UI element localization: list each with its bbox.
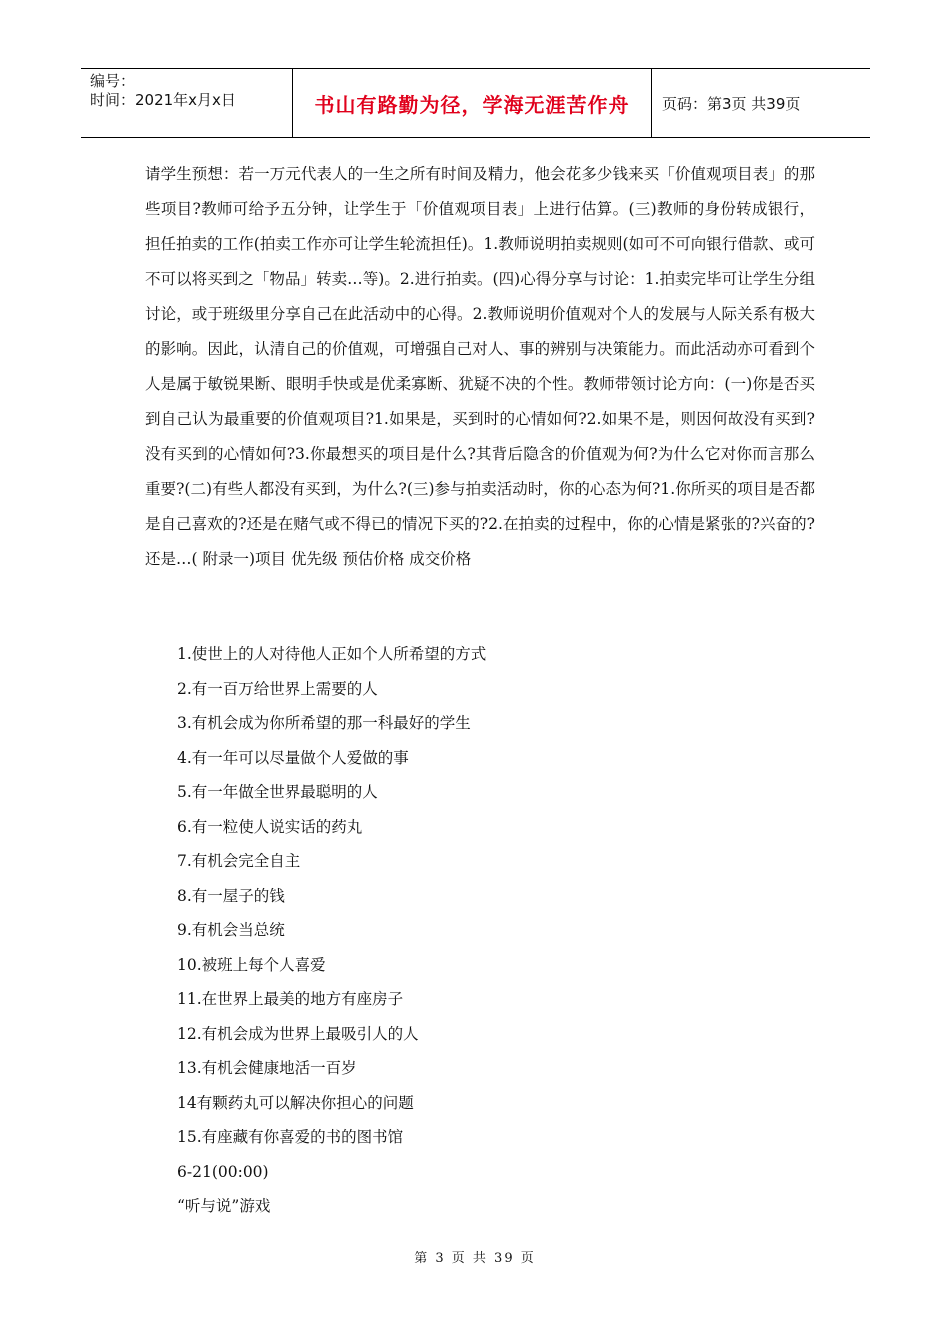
list-item: 11.在世界上最美的地方有座房子 — [177, 990, 404, 1008]
list-item: 6.有一粒使人说实话的药丸 — [177, 817, 363, 836]
document-header — [81, 68, 870, 138]
list-item: 8.有一屋子的钱 — [177, 886, 285, 905]
section-title: “听与说”游戏 — [177, 1197, 271, 1215]
number-label: 编号： — [90, 72, 136, 90]
value-items-list — [177, 637, 817, 1224]
date-label: 时间：2021年x月x日 — [90, 91, 236, 109]
list-item: 9.有机会当总统 — [177, 921, 285, 939]
main-paragraph: 请学生预想：若一万元代表人的一生之所有时间及精力，他会花多少钱来买「价值观项目表」的那些项目?教师可给予五分钟，让学生于「价值观项目表」上进行估算。(三)教师的身份转成银行，担任拍卖的工作(拍卖工作亦可让学生轮流担任)。1.教师说明拍卖规则(如可不可向银行借款、或可不可以将买到之「物品」转卖…等)。2.进行拍卖。(四)心得分享与讨论：1.拍卖完毕可让学生分组讨论，或于班级里分享自己在此活动中的心得。2.教师说明价值观对个人的发展与人际关系有极大的影响。因此，认清自己的价值观，可增强自己对人、事的辨别与决策能力。而此活动亦可看到个人是属于敏锐果断、眼明手快或是优柔寡断、犹疑不决的个性。教师带领讨论方向：(一)你是否买到自己认为最重要的价值观项目?1.如果是，买到时的心情如何?2.如果不是，则因何故没有买到?没有买到的心情如何?3.你最想买的项目是什么?其背后隐含的价值观为何?为什么它对你而言那么重要?(二)有些人都没有买到，为什么?(三)参与拍卖活动时，你的心态为何?1.你所买的项目是否都是自己喜欢的?还是在赌气或不得已的情况下买的?2.在拍卖的过程中，你的心情是紧张的?兴奋的?还是…( 附录一)项目 优先级 预估价格 成交价格 — [145, 165, 815, 568]
header-motto: 书山有路勤为径，学海无涯苦作舟 — [293, 69, 652, 137]
list-item: 3.有机会成为你所希望的那一科最好的学生 — [177, 714, 471, 732]
list-item: 7.有机会完全自主 — [177, 852, 301, 870]
header-page-info: 页码：第3页 共39页 — [662, 94, 801, 113]
list-item: 12.有机会成为世界上最吸引人的人 — [177, 1024, 419, 1043]
section-date: 6-21(00:00) — [177, 1162, 269, 1181]
page-footer: 第 3 页 共 39 页 — [414, 1251, 536, 1266]
list-item: 15.有座藏有你喜爱的书的图书馆 — [177, 1128, 404, 1146]
list-item: 5.有一年做全世界最聪明的人 — [177, 783, 378, 801]
list-item: 10.被班上每个人喜爱 — [177, 955, 326, 974]
list-item: 13.有机会健康地活一百岁 — [177, 1059, 357, 1077]
list-item: 2.有一百万给世界上需要的人 — [177, 679, 378, 698]
list-item: 4.有一年可以尽量做个人爱做的事 — [177, 748, 409, 767]
list-item: 1.使世上的人对待他人正如个人所希望的方式 — [177, 645, 487, 663]
header-meta — [81, 69, 293, 137]
list-item: 14有颗药丸可以解决你担心的问题 — [177, 1093, 414, 1112]
